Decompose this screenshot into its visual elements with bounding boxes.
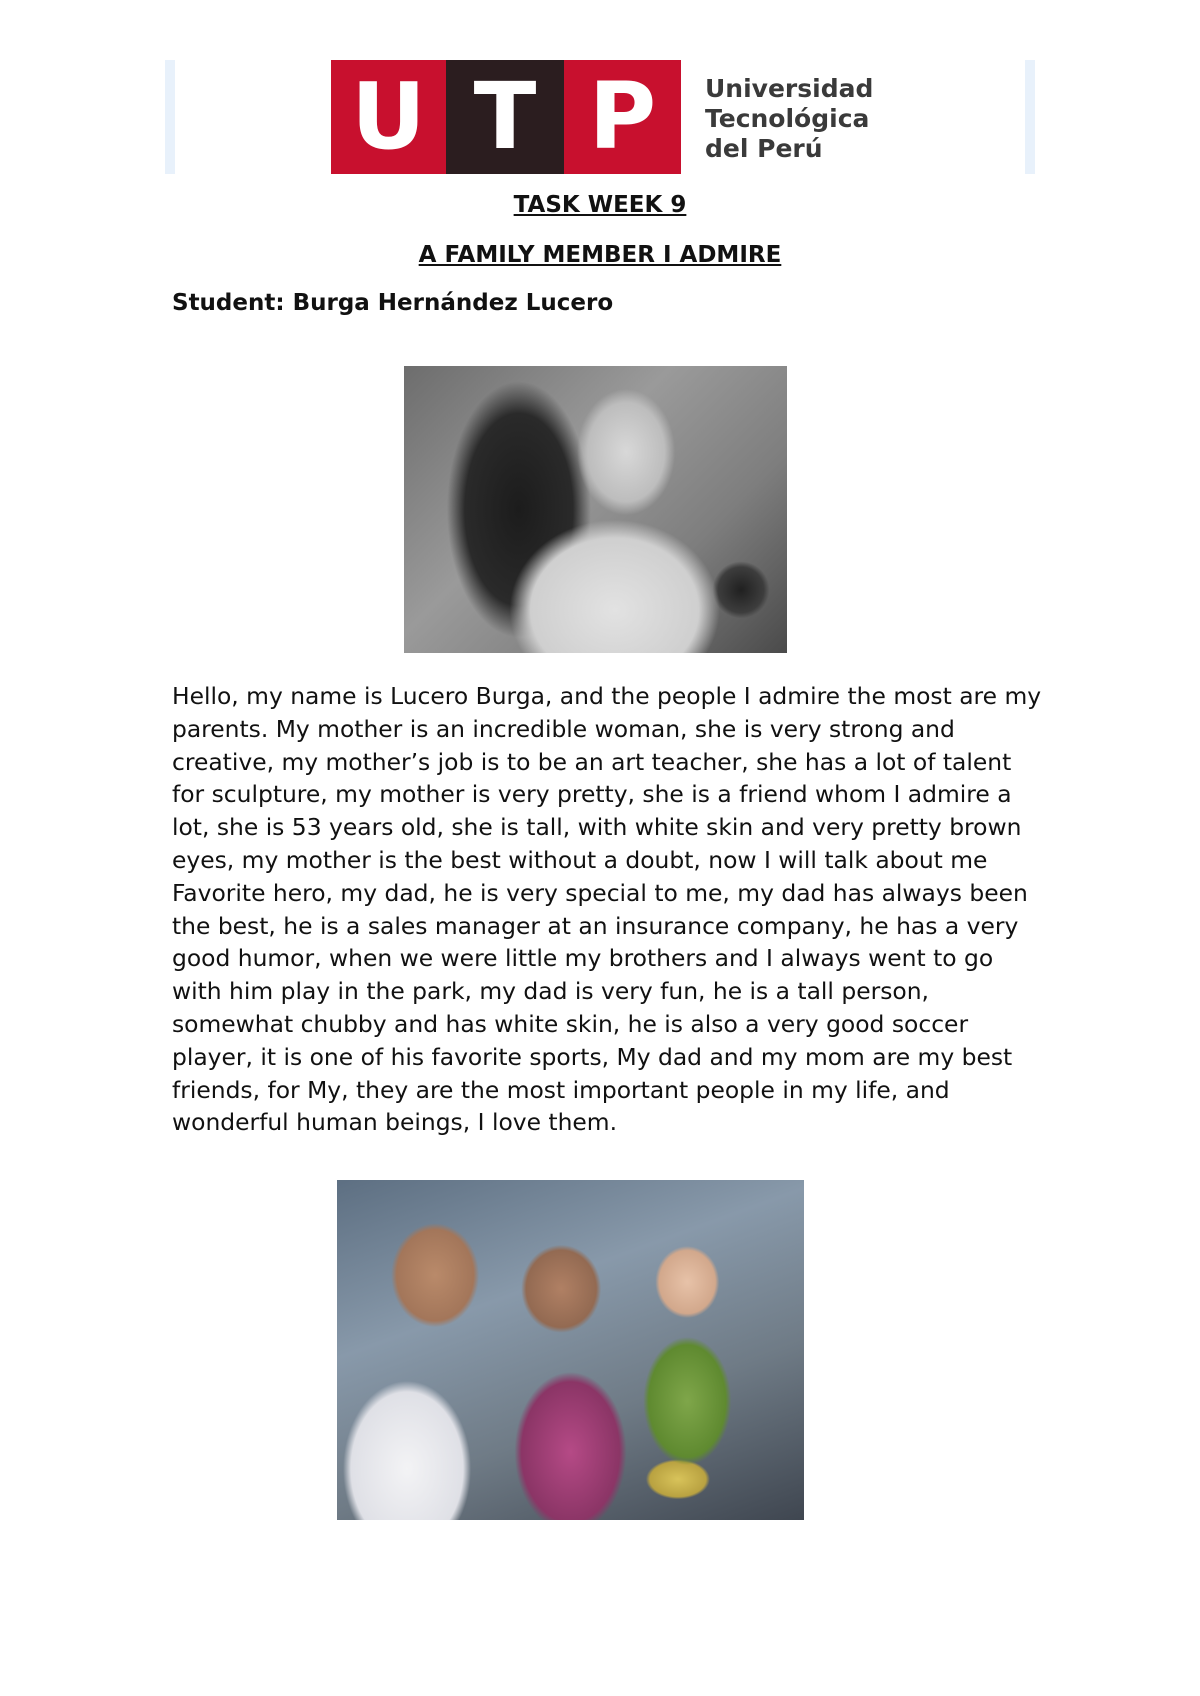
header-left-edge — [165, 60, 175, 174]
student-selfie-photo — [404, 366, 787, 653]
university-name-line-2: Tecnológica — [705, 104, 870, 133]
university-name-line-3: del Perú — [705, 134, 823, 163]
university-header — [165, 60, 1035, 174]
essay-paragraph: Hello, my name is Lucero Burga, and the people I admire the most are my parents. My mother is an incredible woman, she is very strong and creative, my mother’s job is to be an art teacher, she has a lot of talent for sculpture, my mother is very pretty, she is a friend whom I admire a lot, she is 53 years old, she is tall, with white skin and very pretty brown eyes, my mother is the best without a doubt, now I will talk about me Favorite hero, my dad, he is very special to me, my dad has always been the best, he is a sales manager at an insurance company, he has a very good humor, when we were little my brothers and I always went to go with him play in the park, my dad is very fun, he is a tall person, somewhat chubby and has white skin, he is also a very good soccer player, it is one of his favorite sports, My dad and my mom are my best friends, for My, they are the most important people in my life, and wonderful human beings, I love them. — [172, 682, 1042, 1137]
logo-letter-u: U — [331, 60, 446, 174]
university-name-line-1: Universidad — [705, 74, 874, 103]
header-right-edge — [1025, 60, 1035, 174]
utp-logo — [331, 60, 681, 174]
student-name: Student: Burga Hernández Lucero — [172, 290, 614, 316]
family-photo — [337, 1180, 804, 1520]
university-name — [705, 74, 873, 164]
logo-letter-t: T — [446, 60, 564, 174]
logo-letter-p: P — [564, 60, 681, 174]
document-subtitle: A FAMILY MEMBER I ADMIRE — [418, 242, 782, 268]
document-title: TASK WEEK 9 — [513, 192, 687, 218]
